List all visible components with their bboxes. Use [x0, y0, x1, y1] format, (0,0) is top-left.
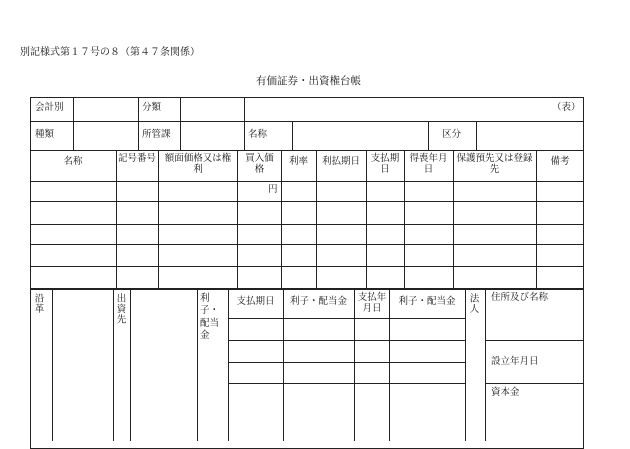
pay-date-label: 支払期日 [236, 296, 275, 307]
department-label: 所管課 [142, 129, 171, 140]
accounting-label: 会計別 [35, 102, 64, 113]
form-reference: 別記様式第１７号の８（第４７条関係） [20, 47, 200, 58]
corporation-label: 法人 [467, 293, 479, 314]
dividend-amount2-label: 利子・配当金 [398, 296, 456, 307]
category-label: 分類 [142, 102, 162, 113]
history-label: 沿革 [32, 293, 44, 314]
dividends-label: 利子・配当金 [200, 293, 220, 342]
col-remarks: 備考 [550, 156, 570, 167]
col-name: 名称 [63, 156, 83, 167]
col-payment-date: 利払期日 [321, 156, 360, 167]
division-label: 区分 [442, 129, 462, 140]
established-label: 設立年月日 [491, 356, 539, 367]
col-face-value: 額面価格又は権利 [164, 153, 232, 175]
col-symbol-no: 記号番号 [118, 153, 157, 164]
form-title: 有価証券・出資権台帳 [256, 75, 361, 87]
name-label: 名称 [248, 129, 268, 140]
col-custody: 保護預先又は登録先 [456, 153, 533, 175]
sheet-label: （表） [552, 102, 581, 113]
col-payment-due: 支払期日 [370, 153, 400, 175]
yen-unit: 円 [268, 184, 278, 195]
address-name-label: 住所及び名称 [491, 292, 549, 303]
col-acquisition-date: 得喪年月日 [409, 153, 448, 175]
pay-ym-label: 支払年月日 [357, 292, 387, 314]
upper-table [30, 97, 584, 289]
capital-label: 資本金 [491, 387, 520, 398]
col-purchase-price: 買入価格 [245, 153, 274, 175]
type-label: 種類 [35, 129, 55, 140]
investee-label: 出資先 [114, 293, 126, 325]
dividend-amount-label: 利子・配当金 [289, 296, 347, 307]
col-interest-rate: 利率 [288, 156, 308, 167]
